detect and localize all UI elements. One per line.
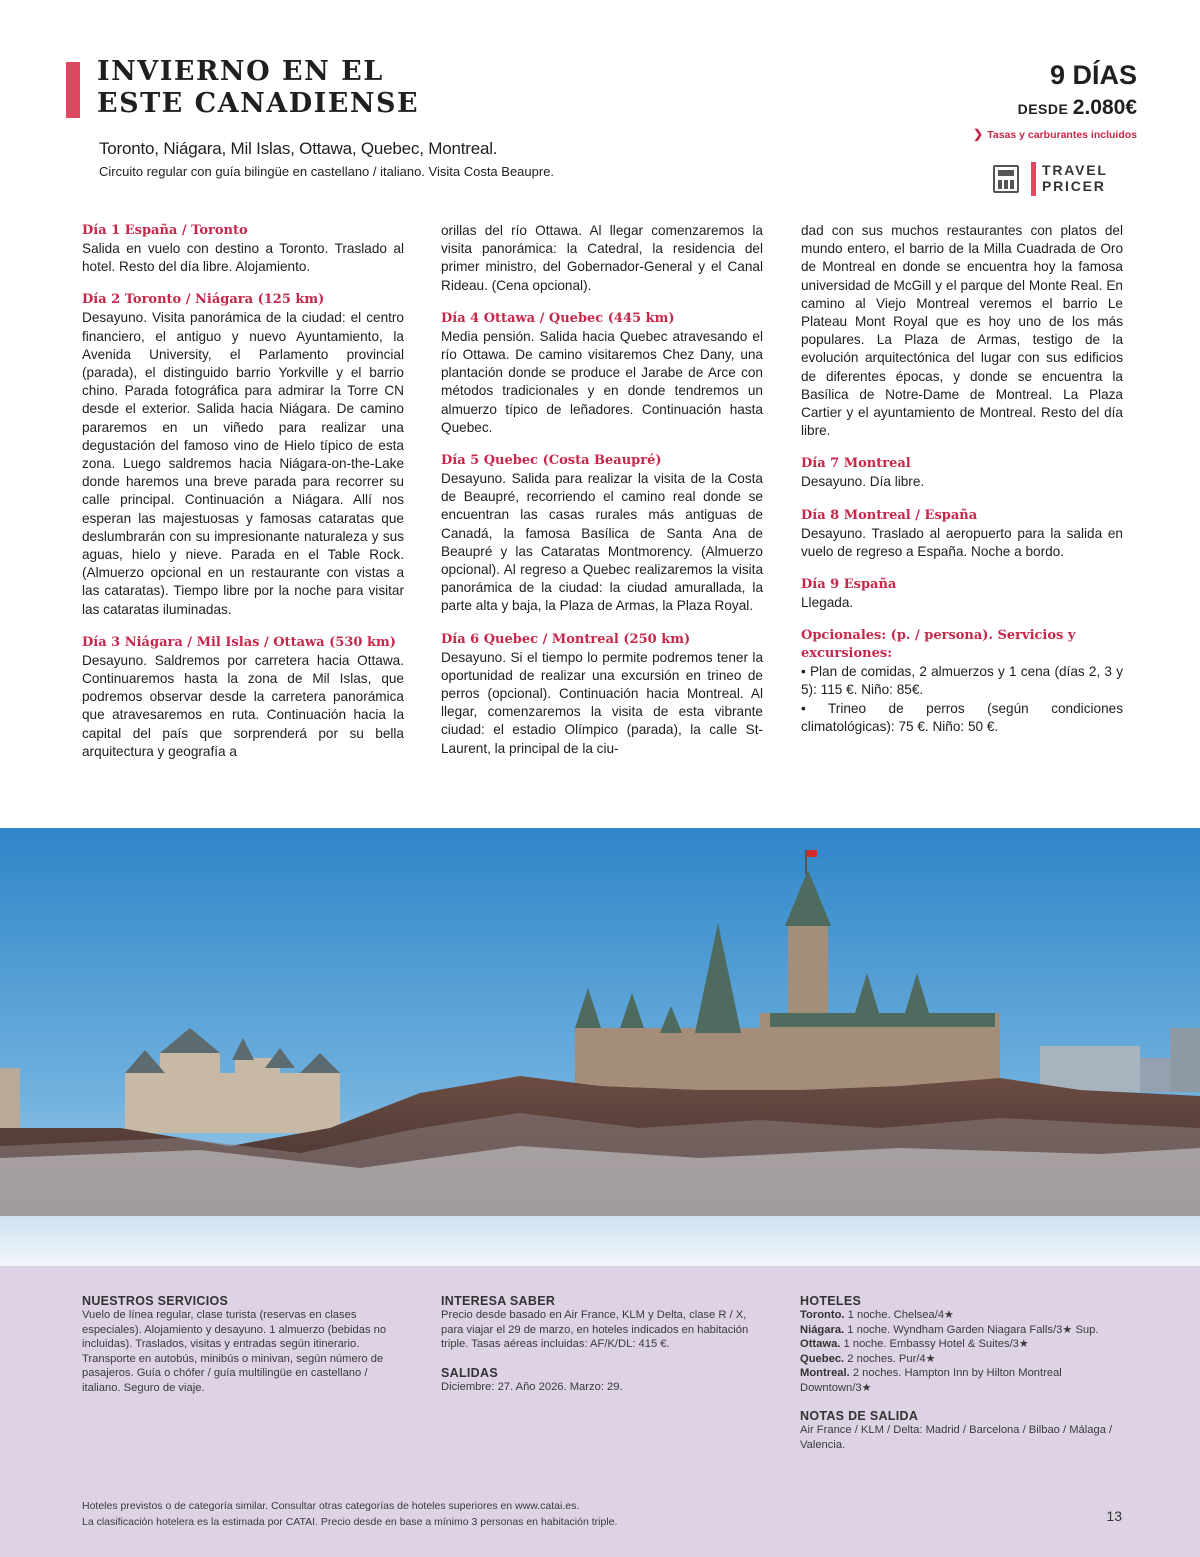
day-8-text: Desayuno. Traslado al aeropuerto para la salida en vuelo de regreso a España. Noche a bordo.	[801, 525, 1123, 559]
services-column	[82, 1294, 404, 1395]
hotel-details: 2 noches. Pur/4★	[847, 1352, 936, 1365]
optional-extra-2: • Trineo de perros (según condiciones climatológicas): 75 €. Niño: 50 €.	[801, 700, 1123, 734]
day-4-text: Media pensión. Salida hacia Quebec atravesando el río Ottawa. De camino visitaremos Chez Dany, una plantación donde se produce el Jarabe de Arce con métodos tradicionales y en donde tendremos un almuerzo típico de leñadores. Continuación hasta Quebec.	[441, 328, 763, 435]
services-heading: NUESTROS SERVICIOS	[82, 1294, 229, 1308]
itinerary-column-1	[82, 222, 404, 761]
page-number: 13	[1106, 1508, 1122, 1524]
hotel-details: 1 noche. Embassy Hotel & Suites/3★	[843, 1338, 1029, 1350]
departures-heading: SALIDAS	[441, 1365, 498, 1380]
day-9-title: Día 9 España	[801, 577, 897, 593]
footer-notes	[82, 1498, 617, 1530]
day-7-text: Desayuno. Día libre.	[801, 474, 925, 490]
day-1-text: Salida en vuelo con destino a Toronto. Traslado al hotel. Resto del día libre. Alojamiento.	[82, 241, 404, 275]
footer-note-1: Hoteles previstos o de categoría similar. Consultar otras categorías de hoteles superiores en www.catai.es.	[82, 1500, 580, 1512]
title-line-1: INVIERNO EN EL	[97, 56, 384, 87]
day-3-continued-text: orillas del río Ottawa. Al llegar comenzaremos la visita panorámica: la Catedral, la residencia del primer ministro, del Gobernador-General y el Canal Rideau. (Cena opcional).	[441, 223, 763, 293]
price-block	[1018, 96, 1137, 120]
info-column	[441, 1294, 763, 1394]
day-6-title: Día 6 Quebec / Montreal (250 km)	[441, 631, 691, 647]
day-3-title: Día 3 Niágara / Mil Islas / Ottawa (530 km)	[82, 634, 396, 650]
departure-notes-heading: NOTAS DE SALIDA	[800, 1409, 919, 1423]
hotels-column	[800, 1294, 1122, 1452]
logo-line-1: TRAVEL	[1042, 162, 1108, 178]
hotel-city: Quebec.	[800, 1352, 845, 1365]
logo-accent-bar	[1031, 162, 1036, 196]
day-6-continued-text: dad con sus muchos restaurantes con platos del mundo entero, el barrio de la Milla Cuadrada de Oro de Montreal en donde se encuentra hoy la famosa universidad de McGill y el parque del Monte Real. En camino al Viejo Montreal veremos el barrio Le Plateau Mont Royal que es hoy uno de los más populares. La Plaza de Armas, testigo de la evolución arquitectónica del lugar con sus edificios de diferentes épocas, y donde se encuentra la Basílica de Notre-Dame de Montreal. La Plaza Cartier y el ayuntamiento de Montreal. Resto del día libre.	[801, 223, 1123, 439]
optional-extra-1: • Plan de comidas, 2 almuerzos y 1 cena (días 2, 3 y 5): 115 €. Niño: 85€.	[801, 664, 1123, 698]
travel-pricer-logo	[993, 162, 1118, 196]
itinerary-column-3	[801, 222, 1123, 736]
logo-line-2: PRICER	[1042, 178, 1106, 194]
day-2-text: Desayuno. Visita panorámica de la ciudad: el centro financiero, el antiguo y nuevo Ayuntamiento, la Avenida University, el Parlamento provincial (parada), el distinguido barrio Yorkville y el barrio chino. Parada fotográfica para admirar la Torre CN desde el exterior. Salida hacia Niágara. De camino pararemos en un viñedo para realizar una degustación del famoso vino de Hielo típico de esta zona. Luego saldremos hacia Niágara-on-the-Lake donde haremos una breve parada para recorrer su calle principal. Continuación a Niágara. Allí nos esperan las majestuosas y famosas cataratas que deslumbrarán con su impresionante naturaleza y sus aguas, hielo y nieve. Parada en el Table Rock. (Almuerzo opcional en un restaurante con vistas a las cataratas). Tiempo libre por la noche para visitar las cataratas iluminadas.	[82, 310, 404, 617]
day-4-title: Día 4 Ottawa / Quebec (445 km)	[441, 310, 675, 326]
chevron-right-icon: ❯	[973, 127, 984, 141]
optional-extras-title: Opcionales: (p. / persona). Servicios y excursiones:	[801, 628, 1076, 662]
parliament-hill-winter-photo	[0, 828, 1200, 1266]
services-text: Vuelo de línea regular, clase turista (reservas en clases especiales). Alojamiento y desayuno. 1 almuerzo (bebidas no incluidas). Traslados, visitas y entradas según itinerario. Transporte en autobús, minibús o minivan, según número de pasajeros. Guía o chófer / guía multilingüe en castellano / italiano. Seguro de viaje.	[82, 1309, 387, 1394]
day-8-title: Día 8 Montreal / España	[801, 507, 978, 523]
taxes-included-text: Tasas y carburantes incluidos	[987, 129, 1137, 141]
hotel-item	[800, 1308, 1122, 1323]
day-5-text: Desayuno. Salida para realizar la visita de la Costa de Beaupré, recorriendo el camino real donde se encuentran las casas rurales más antiguas de Canadá, la famosa Basílica de Santa Ana de Beaupré y las Cataratas Montmorency. (Almuerzo opcional). Al regreso a Quebec realizaremos la visita panorámica de la ciudad: la ciudad amurallada, la parte alta y baja, la Plaza de Armas, la Plaza Royal.	[441, 471, 763, 614]
departure-notes-text: Air France / KLM / Delta: Madrid / Barcelona / Bilbao / Málaga / Valencia.	[800, 1424, 1113, 1451]
day-6-text: Desayuno. Si el tiempo lo permite podremos tener la oportunidad de realizar una excursión en trineo de perros (opcional). Continuación hacia Montreal. Al llegar, comenzaremos la visita de esta vibrante ciudad: el estadio Olímpico (parada), la calle St-Laurent, la principal de la ciu-	[441, 649, 763, 756]
day-7-title: Día 7 Montreal	[801, 456, 911, 472]
hotel-item	[800, 1352, 1122, 1367]
hotel-details: 1 noche. Wyndham Garden Niagara Falls/3★ Sup.	[847, 1323, 1099, 1336]
day-2-title: Día 2 Toronto / Niágara (125 km)	[82, 292, 325, 308]
calculator-icon	[993, 165, 1019, 193]
hotel-details: 2 noches. Hampton Inn by Hilton Montreal Downtown/3★	[800, 1367, 1062, 1394]
footer-info-panel	[0, 1266, 1200, 1557]
interesa-saber-heading: INTERESA SABER	[441, 1294, 556, 1308]
title-line-2: ESTE CANADIENSE	[97, 88, 420, 119]
hotels-heading: HOTELES	[800, 1294, 862, 1308]
itinerary-column-2	[441, 222, 763, 758]
logo-text	[1042, 162, 1108, 194]
route-cities: Toronto, Niágara, Mil Islas, Ottawa, Quebec, Montreal.	[99, 139, 498, 158]
day-3-text: Desayuno. Saldremos por carretera hacia Ottawa. Continuaremos hasta la zona de Mil Islas, que podremos observar desde la carretera panorámica que atravesaremos en ruta. Continuación hacia la capital del país que sorprenderá por su bella arquitectura y geografía a	[82, 652, 404, 759]
hotel-city: Toronto.	[800, 1309, 845, 1321]
page-title	[97, 56, 517, 120]
interesa-saber-text: Precio desde basado en Air France, KLM y Delta, clase R / X, para viajar el 29 de marzo, en hoteles indicados en habitación triple. Tasas aéreas incluidas: AF/K/DL: 415 €.	[441, 1309, 749, 1350]
price-from-label: DESDE	[1017, 101, 1069, 117]
title-accent-bar	[66, 62, 80, 118]
price-amount: 2.080€	[1072, 96, 1137, 119]
taxes-included-note	[973, 127, 1137, 141]
hotel-city: Niágara.	[800, 1323, 845, 1336]
hotel-item	[800, 1366, 1122, 1395]
day-5-title: Día 5 Quebec (Costa Beaupré)	[441, 453, 662, 469]
hotel-details: 1 noche. Chelsea/4★	[847, 1309, 955, 1321]
hotel-item	[800, 1337, 1122, 1352]
trip-duration: 9 DÍAS	[1049, 60, 1137, 90]
footer-note-2: La clasificación hotelera es la estimada por CATAI. Precio desde en base a mínimo 3 personas en habitación triple.	[82, 1516, 618, 1528]
hotel-city: Ottawa.	[800, 1338, 841, 1350]
circuit-description: Circuito regular con guía bilingüe en castellano / italiano. Visita Costa Beaupre.	[99, 164, 555, 179]
day-1-title: Día 1 España / Toronto	[82, 223, 248, 238]
day-9-text: Llegada.	[801, 595, 854, 611]
hotel-item	[800, 1323, 1122, 1338]
departures-text: Diciembre: 27. Año 2026. Marzo: 29.	[441, 1380, 623, 1393]
hotel-city: Montreal.	[800, 1367, 850, 1379]
